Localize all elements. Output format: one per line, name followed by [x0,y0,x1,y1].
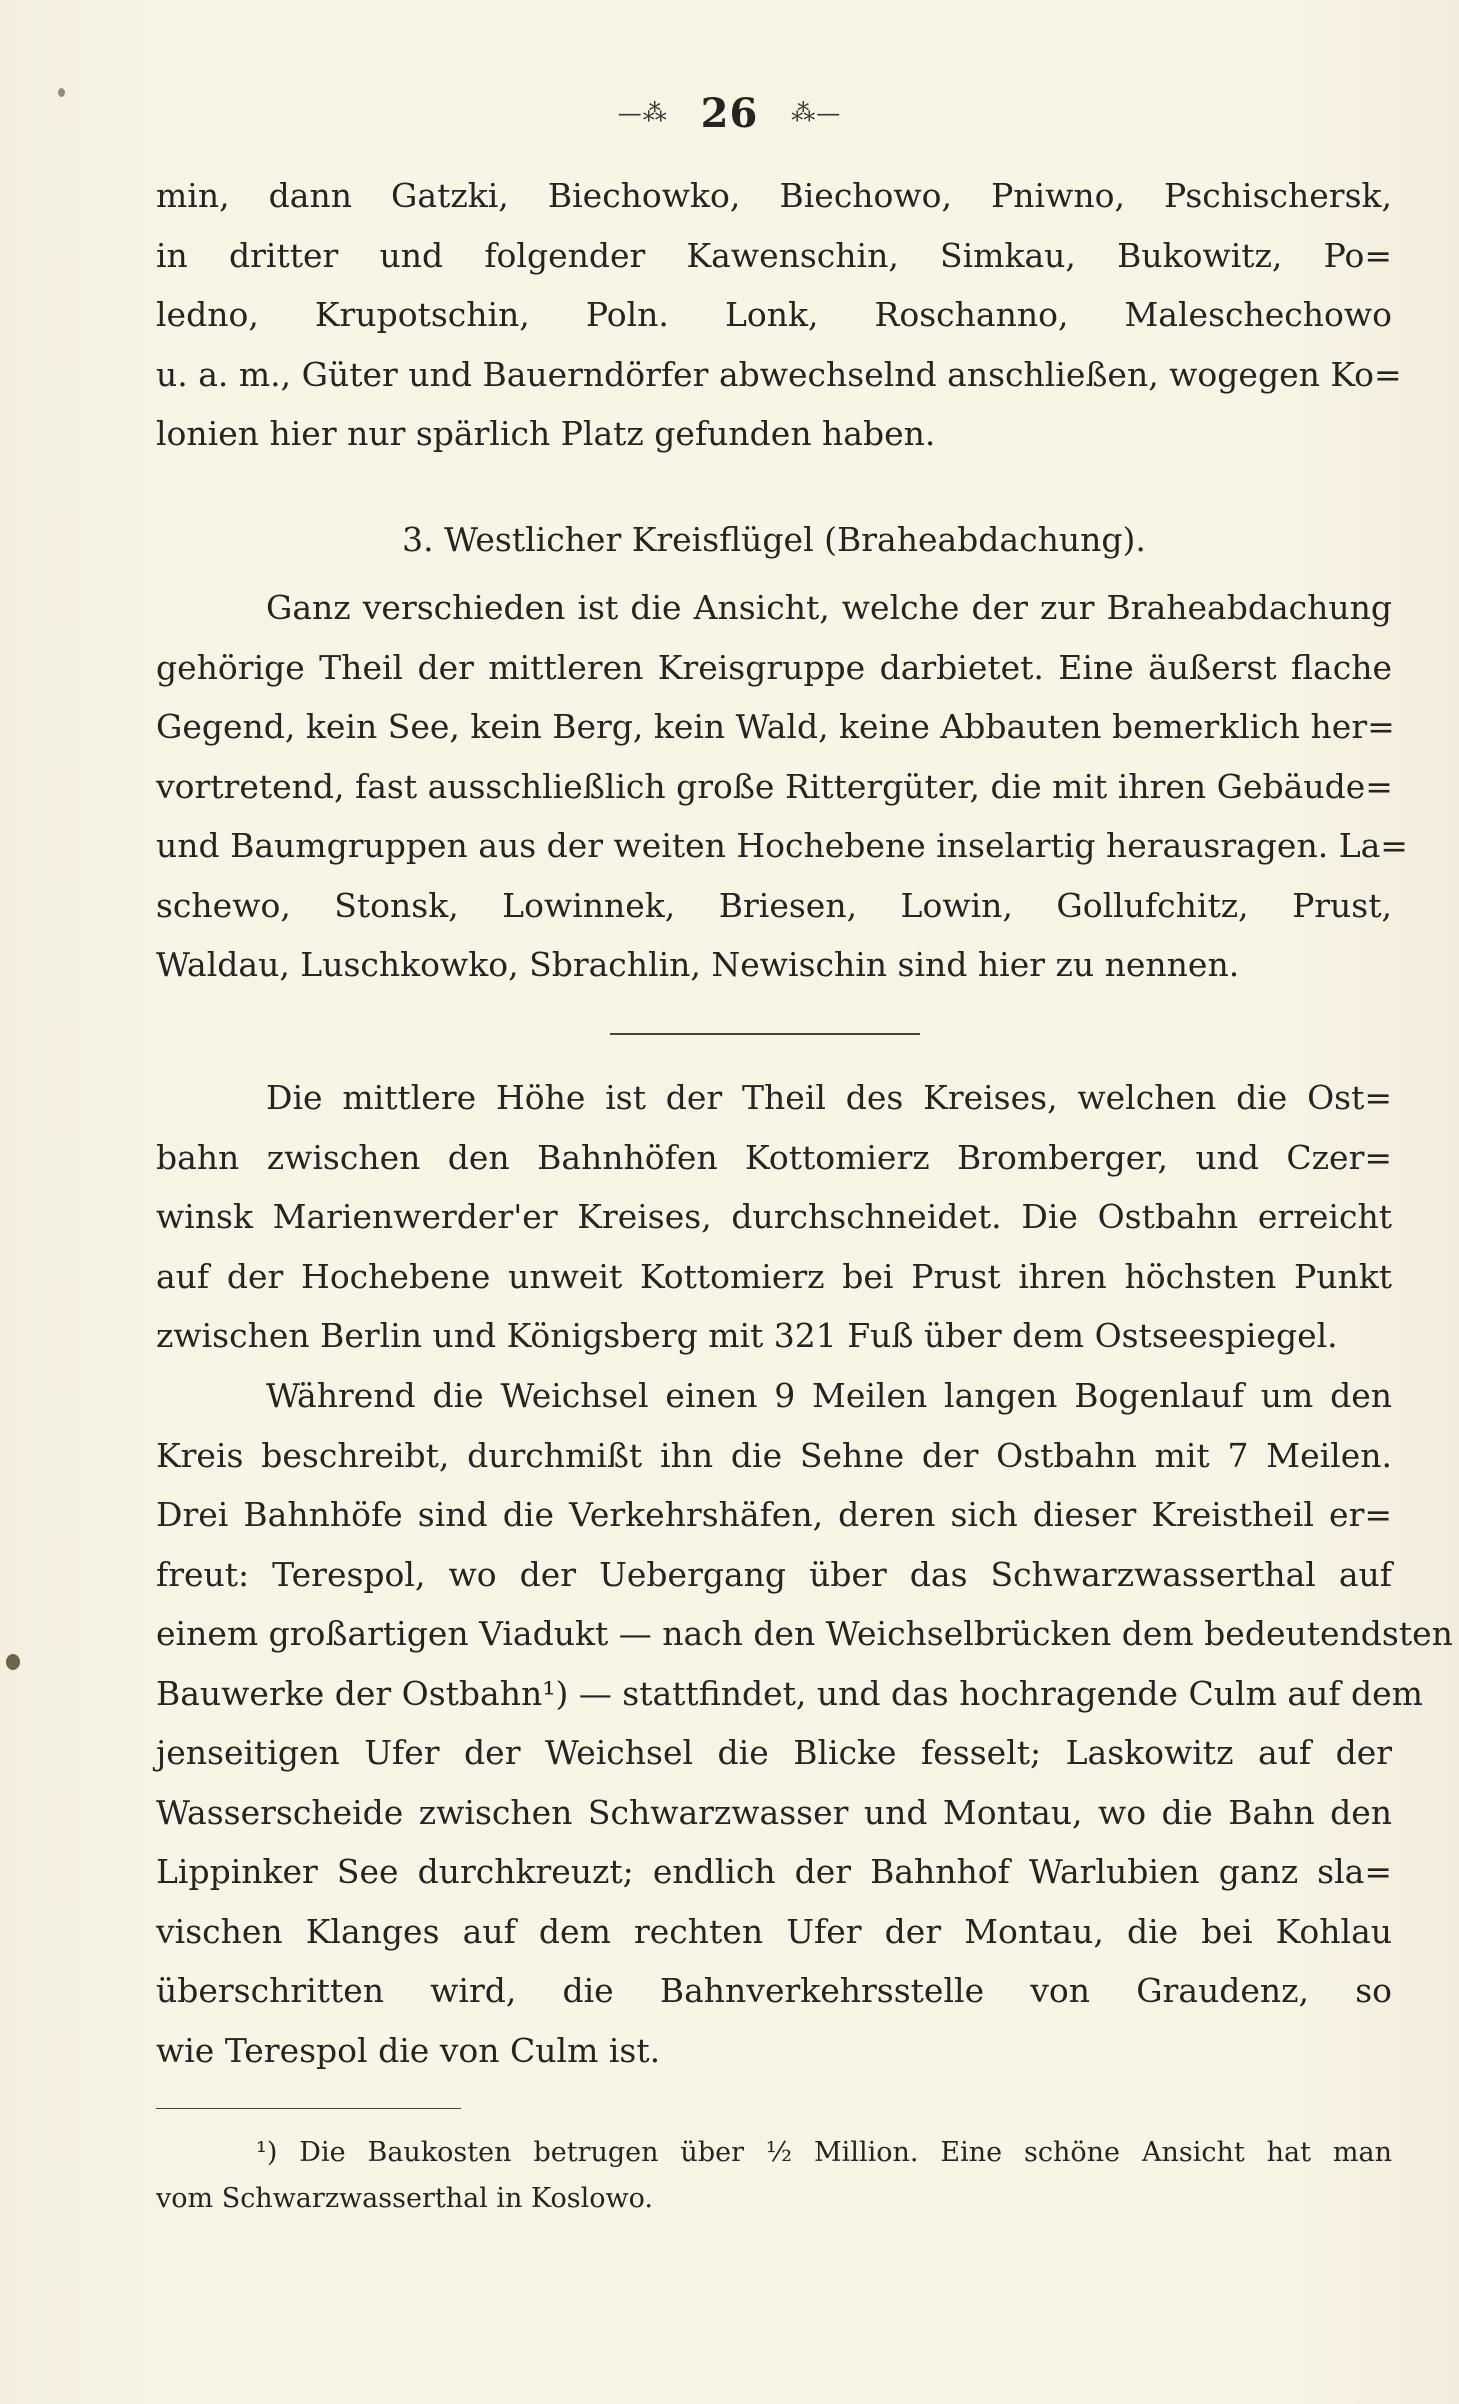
text-line: bahn zwischen den Bahnhöfen Kottomierz Bromberger, und Czer= [156,1137,1392,1177]
text-line: zwischen Berlin und Königsberg mit 321 Fuß über dem Ostseespiegel. [156,1316,1338,1355]
text-line: Kreis beschreibt, durchmißt ihn die Sehne der Ostbahn mit 7 Meilen. [156,1435,1392,1475]
text-line: einem großartigen Viadukt — nach den Weichselbrücken dem bedeutendsten [156,1614,1453,1653]
text-line: min, dann Gatzki, Biechowko, Biechowo, Pniwno, Pschischersk, [156,176,1392,215]
section-heading [156,510,1392,570]
text-line: Waldau, Luschkowko, Sbrachlin, Newischin sind hier zu nennen. [156,945,1240,984]
text-line: in dritter und folgender Kawenschin, Simkau, Bukowitz, Po= [156,235,1392,275]
text-line: u. a. m., Güter und Bauerndörfer abwechselnd anschließen, wogegen Ko= [156,354,1402,394]
ink-spot [6,1654,20,1670]
footnote-rule [156,2108,461,2109]
text-line: winsk Marienwerder'er Kreises, durchschneidet. Die Ostbahn erreicht [156,1197,1392,1236]
text-line: lonien hier nur spärlich Platz gefunden haben. [156,414,936,453]
paragraph-2 [156,578,1408,995]
text-line: vortretend, fast ausschließlich große Rittergüter, die mit ihren Gebäude= [156,766,1393,806]
text-line: ledno, Krupotschin, Poln. Lonk, Roschanno, Maleschechowo [156,295,1392,334]
text-line: jenseitigen Ufer der Weichsel die Blicke fesselt; Laskowitz auf der [156,1733,1392,1772]
footnote [156,2130,1392,2222]
section-divider [610,1033,920,1035]
paragraph-1 [156,166,1402,464]
text-line: auf der Hochebene unweit Kottomierz bei Prust ihren höchsten Punkt [156,1256,1392,1296]
text-line: vischen Klanges auf dem rechten Ufer der Montau, die bei Kohlau [156,1911,1392,1951]
text-line: gehörige Theil der mittleren Kreisgruppe darbietet. Eine äußerst flache [156,647,1392,687]
text-line: Lippinker See durchkreuzt; endlich der Bahnhof Warlubien ganz sla= [156,1852,1392,1891]
text-line: Während die Weichsel einen 9 Meilen langen Bogenlauf um den [266,1376,1392,1415]
header-ornament-left: —⁂ [617,99,668,127]
page-header [0,86,1459,137]
text-line: freut: Terespol, wo der Uebergang über das Schwarzwasserthal auf [156,1554,1392,1594]
text-line: schewo, Stonsk, Lowinnek, Briesen, Lowin, Gollufchitz, Prust, [156,885,1392,925]
footnote-line: ¹) Die Baukosten betrugen über ½ Million. Eine schöne Ansicht hat man [256,2137,1392,2168]
text-line: überschritten wird, die Bahnverkehrsstelle von Graudenz, so [156,1971,1392,2010]
text-line: und Baumgruppen aus der weiten Hochebene inselartig herausragen. La= [156,826,1408,865]
header-ornament-right: ⁂— [791,99,842,127]
text-line: Wasserscheide zwischen Schwarzwasser und Montau, wo die Bahn den [156,1792,1392,1832]
page-number: 26 [700,89,759,137]
paragraph-4 [156,1366,1453,2080]
text-line: Die mittlere Höhe ist der Theil des Kreises, welchen die Ost= [266,1078,1392,1117]
text-line: wie Terespol die von Culm ist. [156,2030,661,2070]
text-line: Gegend, kein See, kein Berg, kein Wald, keine Abbauten bemerklich her= [156,707,1395,746]
text-line: Bauwerke der Ostbahn¹) — stattfindet, und das hochragende Culm auf dem [156,1673,1423,1713]
footnote-line: vom Schwarzwasserthal in Koslowo. [156,2183,653,2214]
text-line: Ganz verschieden ist die Ansicht, welche der zur Braheabdachung [266,588,1392,627]
section-heading-text: 3. Westlicher Kreisflügel (Braheabdachung). [402,520,1146,559]
text-line: Drei Bahnhöfe sind die Verkehrshäfen, deren sich dieser Kreistheil er= [156,1495,1392,1534]
paragraph-3 [156,1068,1392,1366]
